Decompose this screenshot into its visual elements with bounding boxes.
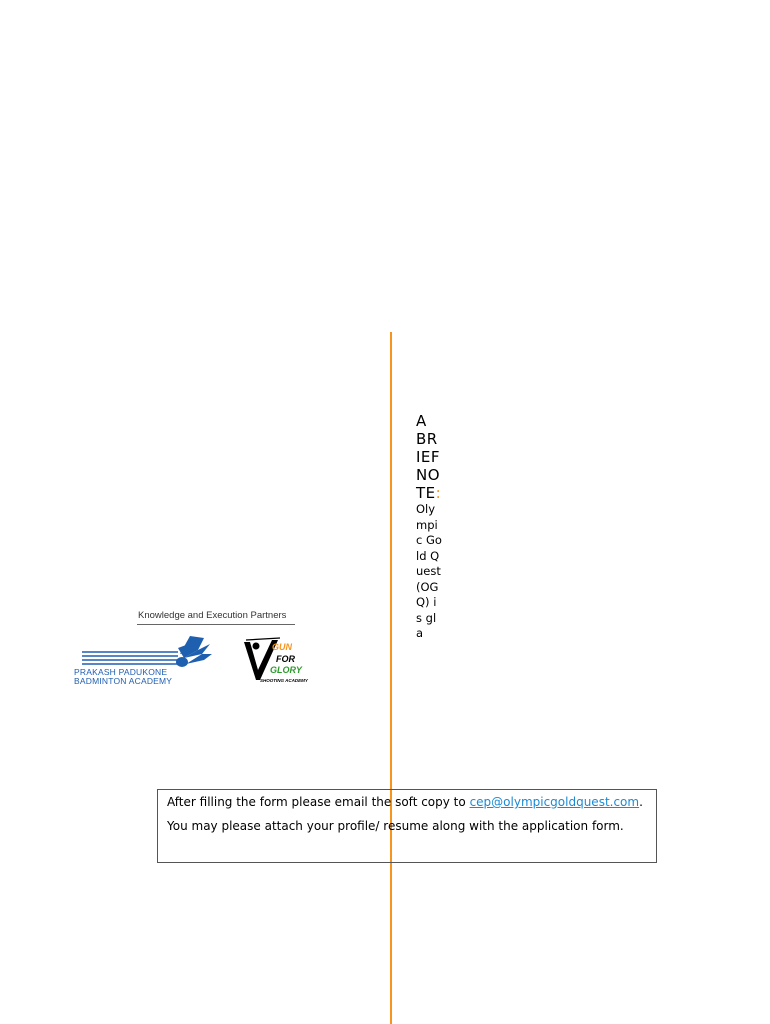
brief-note-body: Olympic Gold Quest (OGQ) is gla [416,502,442,640]
partners-logos [70,606,330,696]
notice-line1-prefix: After filling the form please email the soft copy to [167,795,466,809]
brief-note-title [416,412,442,502]
brief-note-column [416,412,442,642]
notice-line2: You may please attach your profile/ resume along with the application form. [167,819,624,833]
email-link[interactable]: cep@olympicgoldquest.com [469,795,640,809]
brief-note-title-text: A BRIEF NOTE [416,412,441,502]
ppba-logo [74,634,224,689]
submission-notice-box [157,789,657,863]
orange-divider-line [390,332,392,1024]
gfg-sub-text: SHOOTING ACADEMY [260,678,308,683]
notice-line1 [167,794,647,810]
gfg-gun-text: GUN [272,642,292,652]
gun-for-glory-logo [242,634,322,689]
gfg-glory-text: GLORY [270,665,302,675]
partners-label: Knowledge and Execution Partners [138,610,287,621]
partners-divider [137,624,295,625]
gfg-for-text: FOR [276,654,295,664]
ppba-name-line1: PRAKASH PADUKONE [74,667,168,677]
notice-line1-suffix: . [639,795,643,809]
brief-note-colon: : [435,484,442,502]
ppba-name-line2: BADMINTON ACADEMY [74,676,173,686]
